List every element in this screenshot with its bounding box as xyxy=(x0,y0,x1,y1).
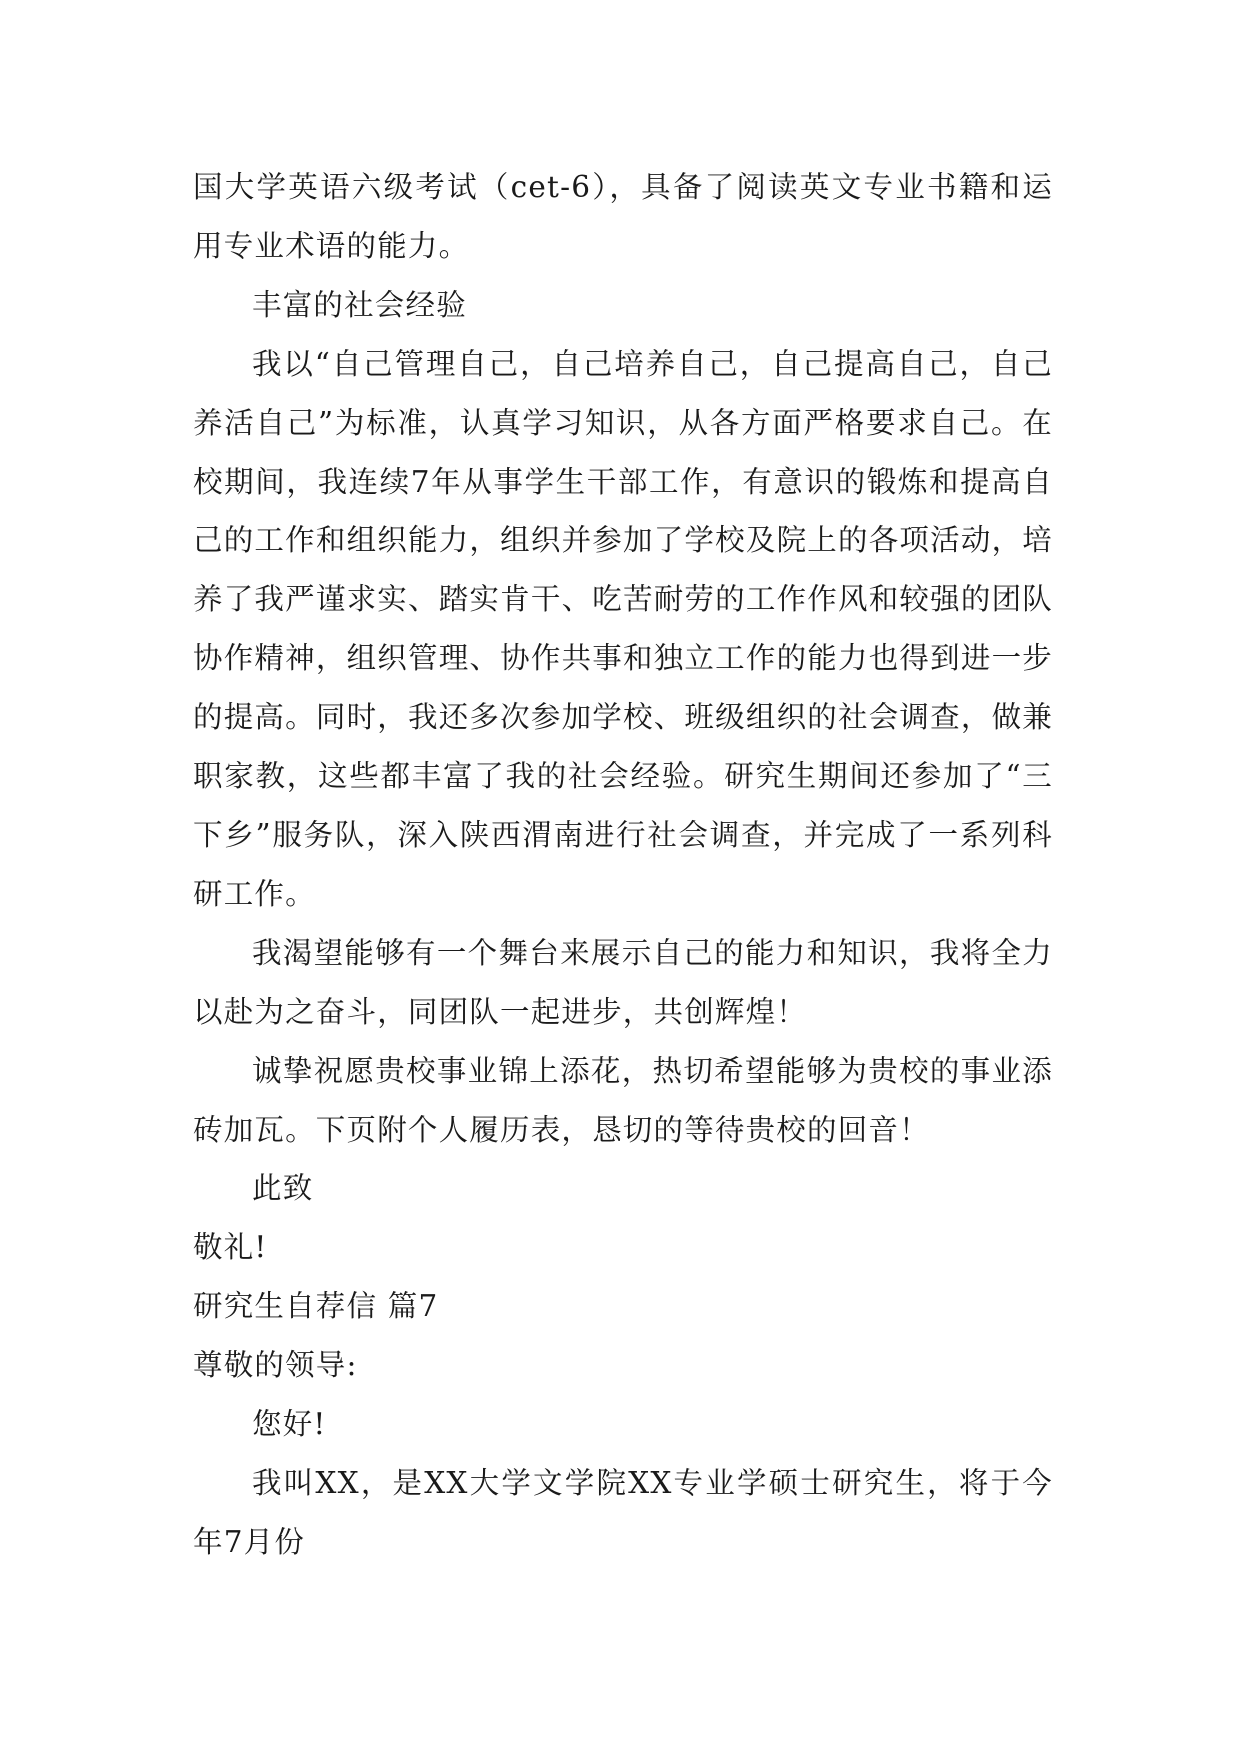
section-title-letter-7: 研究生自荐信 篇7 xyxy=(193,1289,439,1324)
heading-social-experience: 丰富的社会经验 xyxy=(252,287,467,322)
salutation: 尊敬的领导: xyxy=(193,1348,358,1383)
closing-cizhi: 此致 xyxy=(252,1171,314,1206)
paragraph-wishes: 诚挚祝愿贵校事业锦上添花，热切希望能够为贵校的事业添砖加瓦。下页附个人履历表，恳切的等待贵校的回音！ xyxy=(193,1053,1053,1147)
paragraph-introduction: 我叫XX，是XX大学文学院XX专业学硕士研究生，将于今年7月份 xyxy=(193,1465,1053,1559)
greeting: 您好! xyxy=(252,1407,327,1442)
closing-jingli: 敬礼! xyxy=(193,1230,268,1265)
paragraph-cet6: 国大学英语六级考试（cet-6），具备了阅读英文专业书籍和运用专业术语的能力。 xyxy=(193,170,1053,263)
paragraph-aspiration: 我渴望能够有一个舞台来展示自己的能力和知识，我将全力以赴为之奋斗，同团队一起进步，共创辉煌！ xyxy=(193,935,1053,1029)
letter-body xyxy=(193,158,1053,1572)
paragraph-social-experience: 我以“自己管理自己，自己培养自己，自己提高自己，自己养活自己”为标准，认真学习知识，从各方面严格要求自己。在校期间，我连续7年从事学生干部工作，有意识的锻炼和提高自己的工作和组织能力，组织并参加了学校及院上的各项活动，培养了我严谨求实、踏实肯干、吃苦耐劳的工作作风和较强的团队协作精神，组织管理、协作共事和独立工作的能力也得到进一步的提高。同时，我还多次参加学校、班级组织的社会调查，做兼职家教，这些都丰富了我的社会经验。研究生期间还参加了“三下乡”服务队，深入陕西渭南进行社会调查，并完成了一系列科研工作。 xyxy=(193,346,1053,911)
